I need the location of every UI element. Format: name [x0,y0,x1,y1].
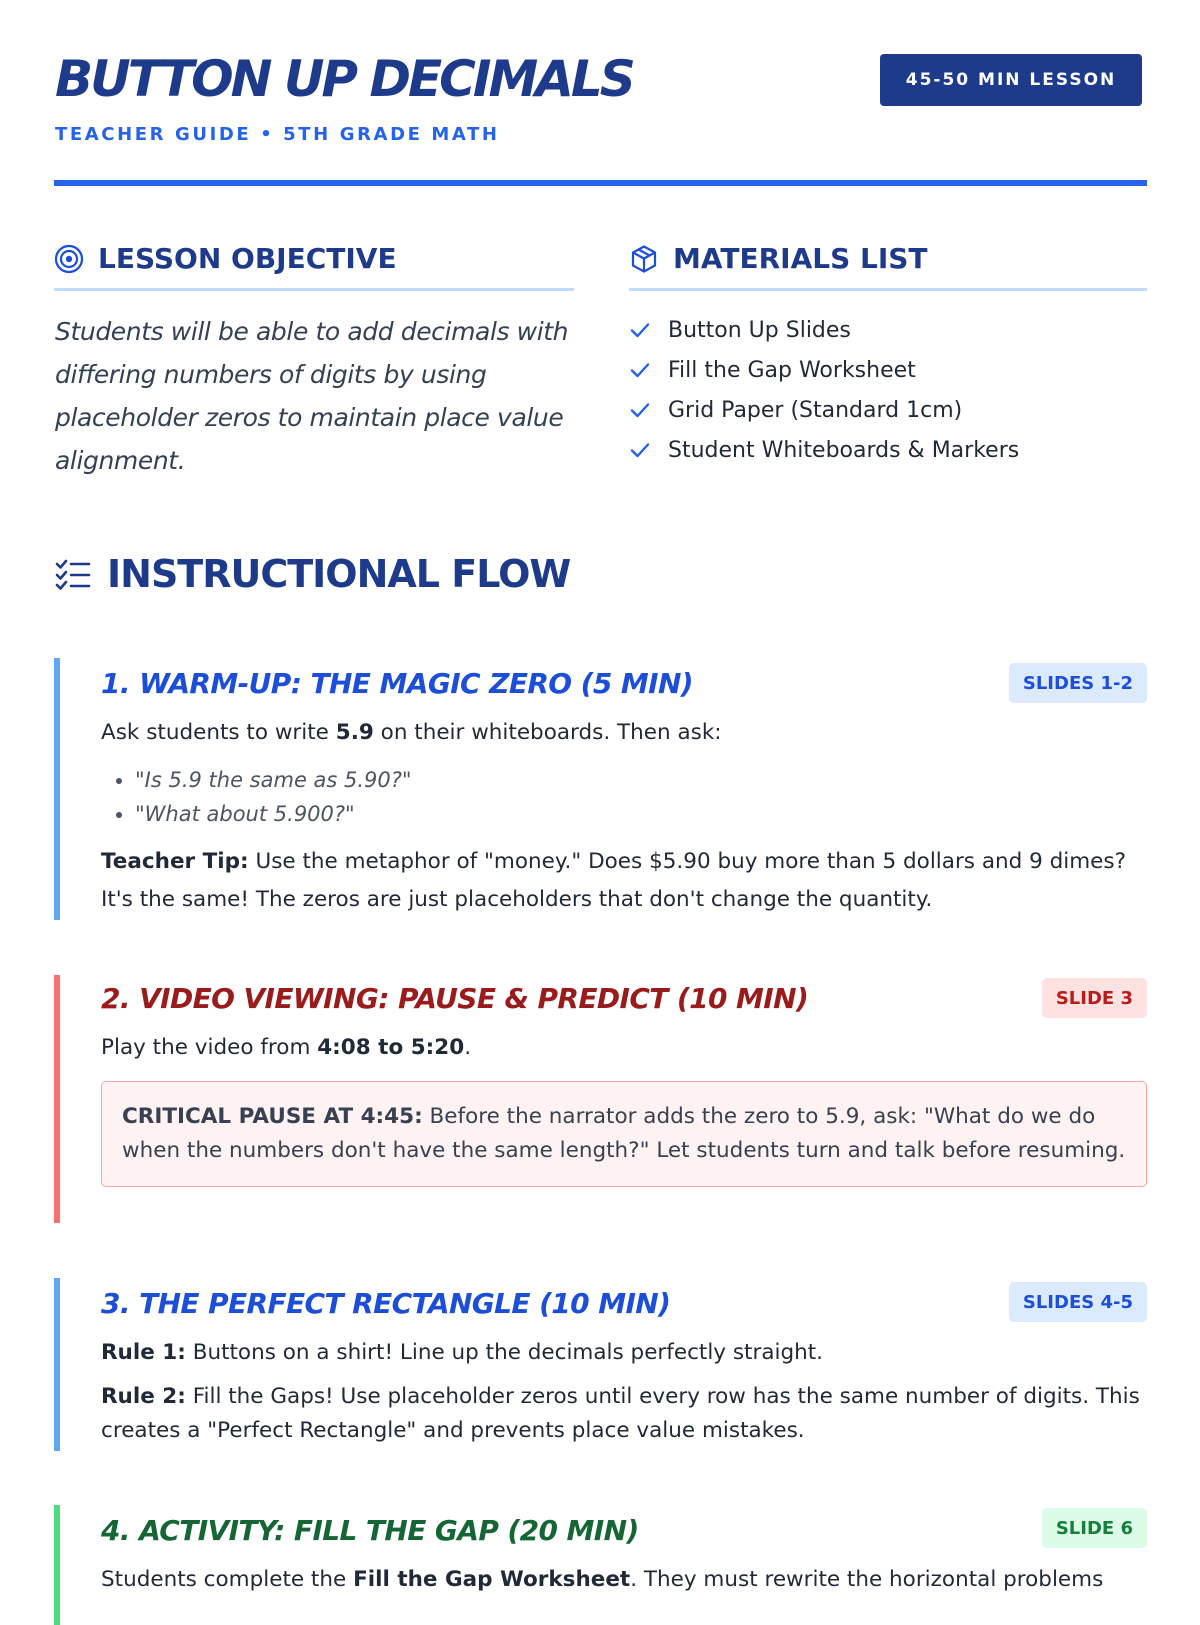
worksheet-name: Fill the Gap Worksheet [353,1567,631,1592]
step-accent-bar [54,1505,60,1625]
list-item [628,310,1019,350]
material-label: Student Whiteboards & Markers [668,437,1020,463]
checklist-icon [55,558,91,590]
step-perfect-rectangle [54,1278,1147,1451]
step-title: 3. THE PERFECT RECTANGLE (10 MIN) [101,1287,671,1320]
objective-heading [54,242,397,275]
header-divider [54,180,1147,186]
check-icon [628,358,652,382]
slides-badge: SLIDES 4-5 [1009,1282,1147,1322]
teacher-tip-continued: It's the same! The zeros are just placeholders that don't change the quantity. [101,887,933,912]
slides-badge: SLIDES 1-2 [1009,663,1147,703]
slides-badge: SLIDE 6 [1042,1508,1147,1548]
slides-badge: SLIDE 3 [1042,978,1147,1018]
flow-heading [55,552,570,596]
materials-heading [629,242,928,275]
check-icon [628,398,652,422]
tip-text: Use the metaphor of "money." Does $5.90 buy more than 5 dollars and 9 dimes? [248,849,1127,874]
teacher-tip [101,843,1126,881]
callout-text: Before the narrator adds the zero to 5.9, ask: "What do we do when the numbers don't have the same length?" Let students turn and talk before resuming. [122,1104,1126,1163]
intro-value: 5.9 [335,720,374,745]
list-item: • "Is 5.9 the same as 5.90?" [135,763,412,797]
tip-label: Teacher Tip: [101,849,249,874]
target-icon [54,244,84,274]
activity-text [101,1561,1103,1599]
objective-heading-label: LESSON OBJECTIVE [98,242,397,275]
step-accent-bar [54,1278,60,1451]
question-list [101,763,412,831]
list-item [628,390,1019,430]
step-intro [101,714,722,752]
objective-text: Students will be able to add decimals with differing numbers of digits by using placeholder zeros to maintain place value alignment. [55,317,569,475]
list-item [628,430,1019,470]
material-label: Button Up Slides [668,317,851,343]
rule-text: Buttons on a shirt! Line up the decimals perfectly straight. [185,1340,824,1365]
step-warm-up [54,658,1147,920]
page-subtitle: TEACHER GUIDE • 5TH GRADE MATH [55,124,500,145]
rule-2 [101,1380,1147,1448]
step-title: 2. VIDEO VIEWING: PAUSE & PREDICT (10 MIN) [101,982,809,1015]
materials-divider [629,288,1147,291]
objective-divider [54,288,574,291]
rule-label: Rule 1: [101,1340,186,1365]
materials-heading-label: MATERIALS LIST [673,242,928,275]
box-icon [629,244,659,274]
activity-text-end: . They must rewrite the horizontal problems [630,1567,1104,1592]
step-title: 1. WARM-UP: THE MAGIC ZERO (5 MIN) [101,667,693,700]
check-icon [628,318,652,342]
intro-text: Play the video from [101,1035,318,1060]
intro-value: 4:08 to 5:20 [317,1035,465,1060]
step-video-viewing [54,975,1147,1223]
intro-text: on their whiteboards. Then ask: [373,720,722,745]
list-item [628,350,1019,390]
check-icon [628,438,652,462]
materials-list [628,310,1019,470]
rule-label: Rule 2: [101,1384,186,1409]
callout-label: CRITICAL PAUSE AT 4:45: [122,1104,423,1129]
flow-heading-label: INSTRUCTIONAL FLOW [107,552,571,596]
step-title: 4. ACTIVITY: FILL THE GAP (20 MIN) [101,1514,639,1547]
step-intro [101,1029,471,1067]
list-item: • "What about 5.900?" [135,797,412,831]
rule-text: Fill the Gaps! Use placeholder zeros until every row has the same number of digits. This creates a "Perfect Rectangle" and prevents place value mistakes. [101,1384,1140,1443]
page-title: BUTTON UP DECIMALS [55,50,633,108]
intro-text: Ask students to write [101,720,336,745]
step-accent-bar [54,658,60,920]
rule-1 [101,1334,823,1372]
activity-text-start: Students complete the [101,1567,354,1592]
step-accent-bar [54,975,60,1223]
material-label: Grid Paper (Standard 1cm) [668,397,963,423]
duration-badge: 45-50 MIN LESSON [880,54,1142,106]
step-fill-the-gap [54,1505,1147,1625]
intro-text: . [464,1035,472,1060]
material-label: Fill the Gap Worksheet [668,357,916,383]
critical-pause-callout [101,1081,1147,1187]
